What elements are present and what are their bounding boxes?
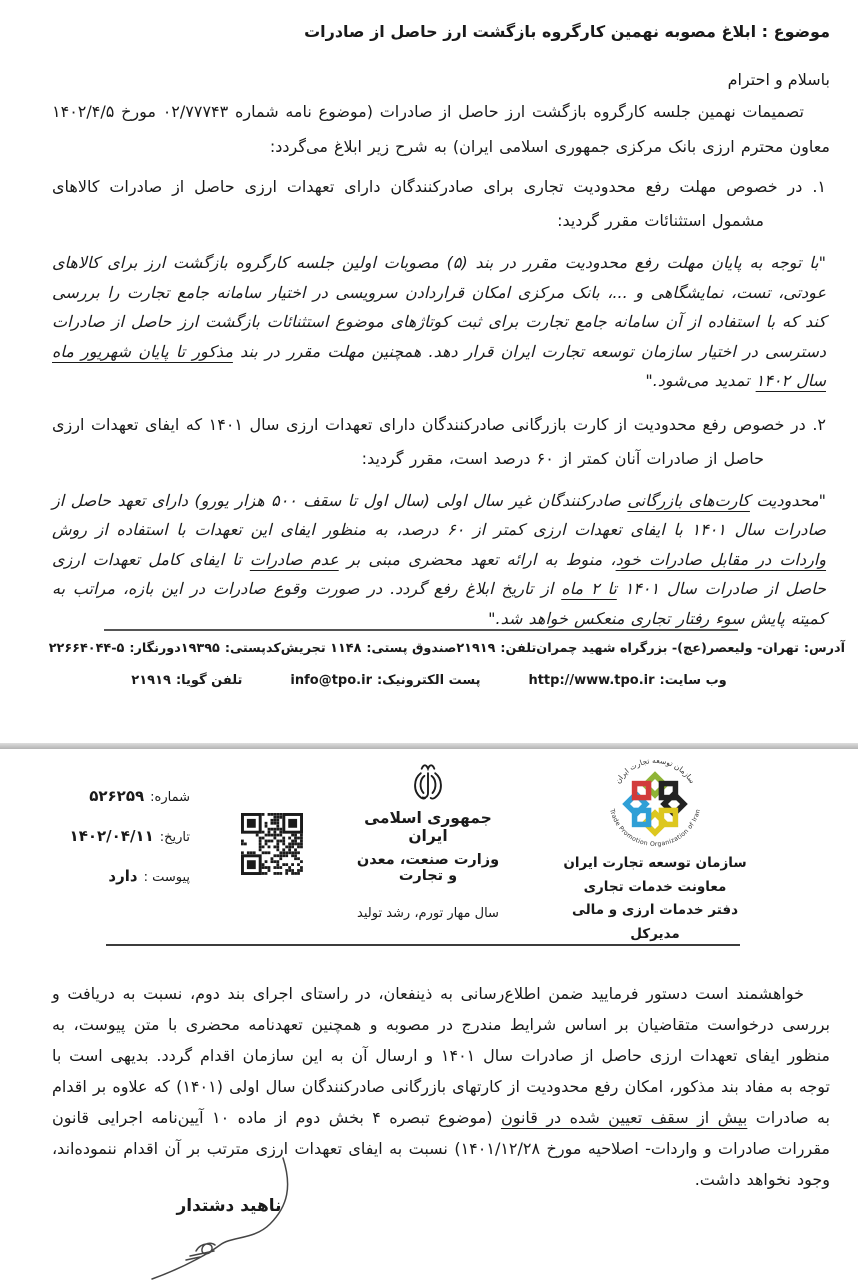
salutation: باسلام و احترام [727, 70, 830, 89]
fax-value: ۵-۲۲۶۶۴۰۴۴ [48, 641, 125, 656]
signature-scrawl-icon [148, 1148, 298, 1280]
letter-date-value: ۱۴۰۲/۰۴/۱۱ [69, 827, 154, 845]
email-label: پست الکترونیک: [376, 673, 481, 688]
request-text-end: (موضوع تبصره ۴ بخش دوم از ماده ۱۰ آیین‌نامه اجرایی قانون مقررات صادرات و واردات- اصلاحیه مورخ ۱۴۰۱/۱۲/۲۸) نسبت به ایفای تعهدات ارزی مترتب بر آن اقدام ننموده‌اند، وجود نخواهد داشت. [52, 1108, 831, 1189]
request-text: خواهشمند است دستور فرمایید ضمن اطلاع‌رسانی به ذینفعان، در راستای اجرای بند دوم، نسبت به دریافت و بررسی درخواست متقاضیان بر اساس شرایط مندرج در مصوبه و همچنین تعهدنامه محضری با متن پیوست، به منظور ایفای تعهدات ارزی حاصل از صادرات سال ۱۴۰۱ و ارسال آن به این سازمان اقدام گردد. بدیهی است با توجه به مفاد بند مذکور، امکان رفع محدودیت از کارتهای بازرگانی صادرکنندگان سال اولی (۱۴۰۱) که علاوه بر اقدام به صادرات [52, 984, 831, 1127]
tpo-logo-icon [599, 756, 711, 852]
phone-value: ۲۱۹۱۹ [456, 641, 496, 656]
quote-paragraph-1 [52, 248, 826, 396]
pobox-label: صندوق پستی: [366, 641, 457, 656]
qr-code [241, 813, 303, 875]
letter-number-value: ۵۲۶۲۵۹ [89, 787, 145, 805]
page-divider [0, 743, 858, 749]
quote-1-text: "با توجه به پایان مهلت رفع محدودیت مقرر در بند (۵) مصوبات اولین جلسه کارگروه بازگشت ارز برای کالاهای عودتی، تست، نمایشگاهی و ...، بانک مرکزی امکان قراردادن سرویسی در اختیار سامانه جامع تجارت را بررسی کند که با استفاده از آن سامانه جامع تجارت برای ثبت کوتاژهای موضوع استثنائات بازگشت ارز حاصل از صادرات دسترسی در اختیار سازمان توسعه تجارت ایران قرار دهد. همچنین مهلت مقرر در بند [52, 253, 826, 361]
phone-field [456, 641, 536, 656]
quote-paragraph-2 [52, 486, 826, 634]
government-name: جمهوری اسلامی ایران [364, 809, 492, 845]
quote-2-text: تا ایفای کامل تعهدات ارزی حاصل از صادرات سال ۱۴۰۱ [52, 549, 827, 598]
website-label: وب سایت: [659, 673, 727, 688]
quote-1-text-end: تمدید می‌شود." [645, 371, 756, 390]
quote-2-underlined-text: کارت‌های بازرگانی [627, 490, 750, 510]
contact-line-2 [0, 673, 858, 688]
letterhead-meta-block [30, 787, 190, 907]
tpo-logo-en-text: Trade Promotion Organization of Iran [608, 808, 702, 849]
postal-code-label: کدپستی: [224, 641, 281, 656]
svg-text:سازمان توسعه تجارت ایران [613, 756, 697, 785]
letter-number-field [30, 787, 190, 827]
ministry-name: وزارت صنعت، معدن و تجارت [356, 852, 500, 884]
email-value: info@tpo.ir [290, 673, 372, 688]
address-label: آدرس: [803, 641, 845, 656]
postal-code-field [181, 641, 281, 656]
attachment-value: دارد [108, 867, 138, 885]
quote-2-text: "محدودیت [749, 490, 826, 510]
website-value: http://www.tpo.ir [528, 673, 655, 688]
list-item-2-number: ۲. [812, 414, 826, 434]
intro-paragraph: تصمیمات نهمین جلسه کارگروه بازگشت ارز حاصل از صادرات (موضوع نامه شماره ۰۲/۷۷۷۴۳ مورخ ۱۴۰۲/۴/۵ معاون محترم ارزی بانک مرکزی جمهوری اسلامی ایران) به شرح زیر ابلاغ می‌گردد: [52, 102, 830, 156]
signatory-name: ناهید دشتدار [176, 1196, 282, 1216]
office-name: دفتر خدمات ارزی و مالی [571, 902, 739, 918]
list-item-2 [52, 408, 830, 476]
list-item-1-text: در خصوص مهلت رفع محدودیت تجاری برای صادرکنندگان دارای تعهدات ارزی حاصل از صادرات کالاهای مشمول استثنائات مقرر گردید: [52, 177, 803, 230]
year-slogan: سال مهار تورم، رشد تولید [357, 906, 499, 921]
role-title: مدیرکل [630, 925, 680, 942]
fax-label: دورنگار: [129, 641, 181, 656]
attachment-field [30, 867, 190, 907]
tpo-logo-fa-text: سازمان توسعه تجارت ایران [613, 756, 697, 786]
website-field [528, 673, 726, 688]
letter-number-label: شماره: [150, 790, 190, 805]
list-item-2-text: در خصوص رفع محدودیت از کارت بازرگانی صادرکنندگان دارای تعهدات ارزی سال ۱۴۰۱ که ایفای تعهدات ارزی حاصل از صادرات آنان کمتر از ۶۰ درصد است، مقرر گردید: [52, 414, 806, 468]
letter-subject: موضوع : ابلاغ مصوبه نهمین کارگروه بازگشت ارز حاصل از صادرات [304, 22, 830, 41]
letterhead-ministry-block [351, 762, 505, 921]
request-underlined-text: بیش از سقف تعیین شده در قانون [500, 1108, 748, 1127]
org-name: سازمان توسعه تجارت ایران [563, 855, 747, 871]
quote-2-text: ، منوط به ارائه تعهد محضری مبنی بر [338, 549, 616, 569]
pobox-field [281, 641, 457, 656]
letterhead-org-block [555, 756, 755, 946]
address-value: تهران- ولیعصر(عج)- بزرگراه شهید چمران [536, 641, 799, 656]
list-item-1-number: ۱. [812, 177, 826, 196]
list-item-1 [52, 170, 830, 238]
letter-date-label: تاریخ: [159, 830, 190, 845]
quote-2-underlined-text: تا ۲ ماه [561, 579, 617, 598]
letter-body [52, 94, 830, 645]
contact-line-1 [48, 641, 845, 656]
voice-phone-label: تلفن گویا: [175, 673, 243, 688]
footer-rule [104, 629, 738, 631]
voice-phone-value: ۲۱۹۱۹ [131, 673, 171, 688]
quote-2-text-end: از تاریخ ابلاغ رفع گردد. در صورت وقوع صادرات در این بازه، مراتب به کمیته پایش سوء رفتار تجاری منعکس خواهد شد." [52, 579, 826, 628]
quote-2-text: صادرکنندگان غیر سال اولی (سال اول تا سقف ۵۰۰ هزار یورو) دارای تعهد حاصل از صادرات سال ۱۴۰۱ با ایفای تعهدات ارزی کمتر از ۶۰ درصد، به منظور ایفای این تعهدات با استفاده از روش [52, 490, 827, 539]
pobox-value: ۱۱۴۸ تجریش [280, 641, 362, 656]
email-field [290, 673, 480, 688]
quote-2-underlined-text: واردات در مقابل صادرات خود [615, 549, 827, 569]
quote-1-underlined-text: مذکور تا پایان شهریور ماه سال ۱۴۰۲ [52, 341, 826, 390]
attachment-label: پیوست : [143, 870, 190, 885]
voice-phone-field [131, 673, 242, 688]
address-field [536, 641, 845, 656]
phone-label: تلفن: [500, 641, 537, 656]
deputy-name: معاونت خدمات تجاری [583, 878, 727, 895]
letterhead-rule [106, 944, 740, 946]
postal-code-value: ۱۹۳۹۵ [180, 641, 220, 656]
letter-date-field [30, 827, 190, 867]
tpo-logo-petals [626, 775, 684, 833]
fax-field [49, 641, 181, 656]
quote-2-underlined-text: عدم صادرات [249, 549, 339, 569]
iran-emblem-icon [410, 762, 446, 806]
